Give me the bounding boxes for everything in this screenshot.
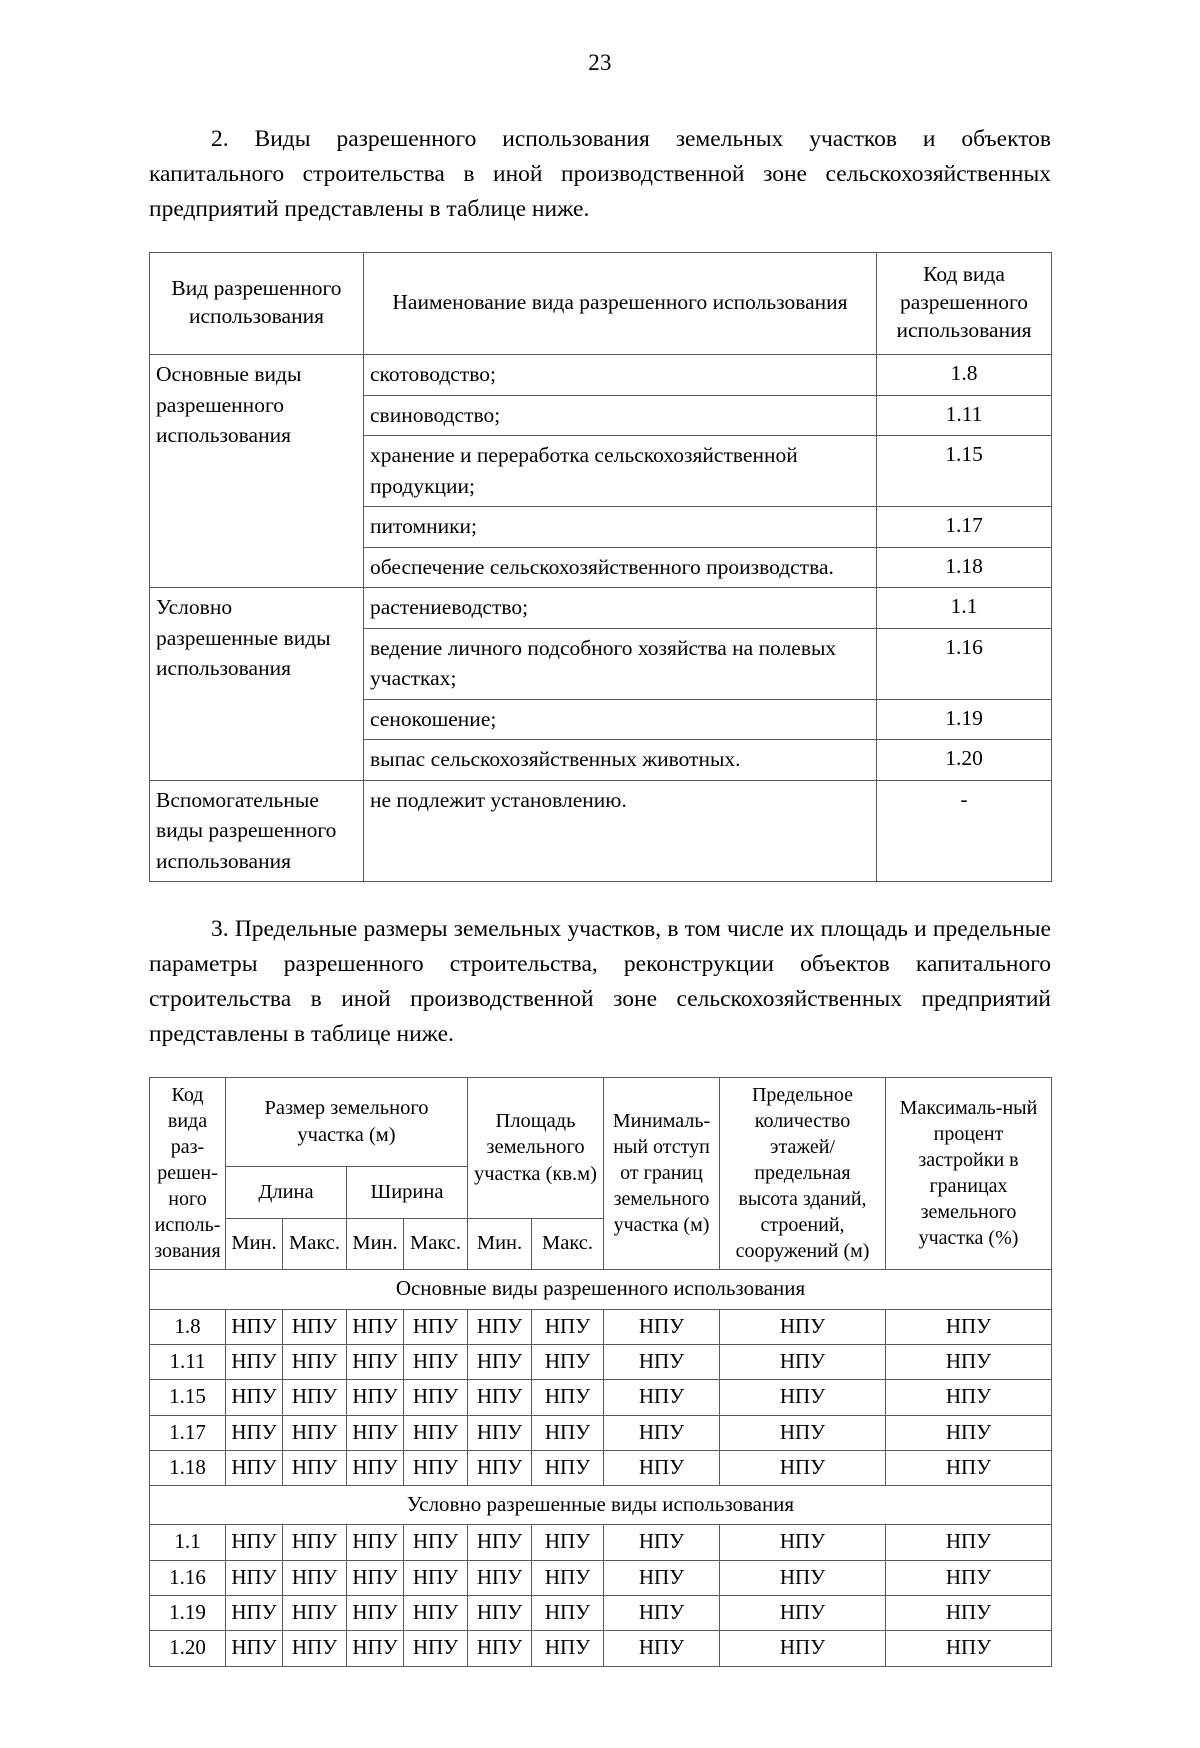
row-code: 1.11 [150,1344,226,1379]
cell-length-max: НПУ [283,1596,347,1631]
table-row [150,588,1052,629]
use-code: 1.1 [877,588,1052,629]
row-code: 1.16 [150,1560,226,1595]
row-code: 1.8 [150,1309,226,1344]
cell-length-max: НПУ [283,1344,347,1379]
table-row [150,1450,1052,1485]
section-title-conditional: Условно разрешенные виды использования [150,1486,1052,1525]
header-use-type: Вид разрешенного использования [150,253,364,355]
use-code: 1.15 [877,436,1052,507]
cell-area-max: НПУ [532,1344,604,1379]
row-code: 1.18 [150,1450,226,1485]
cell-length-min: НПУ [226,1344,283,1379]
cell-length-min: НПУ [226,1380,283,1415]
cell-setback: НПУ [604,1560,720,1595]
row-code: 1.17 [150,1415,226,1450]
table-header [150,1078,1052,1270]
cell-coverage: НПУ [886,1560,1052,1595]
cell-area-min: НПУ [468,1560,532,1595]
cell-width-min: НПУ [347,1560,404,1595]
cell-setback: НПУ [604,1450,720,1485]
table-header-row [150,253,1052,355]
table-row [150,780,1052,882]
cell-length-max: НПУ [283,1380,347,1415]
cell-width-min: НПУ [347,1380,404,1415]
use-code: 1.20 [877,740,1052,781]
use-code: 1.17 [877,507,1052,548]
cell-area-max: НПУ [532,1631,604,1666]
cell-width-min: НПУ [347,1415,404,1450]
cell-coverage: НПУ [886,1525,1052,1560]
table-row [150,355,1052,396]
section-header-row [150,1486,1052,1525]
use-name: выпас сельскохозяйственных животных. [364,740,877,781]
cell-area-max: НПУ [532,1560,604,1595]
cell-length-min: НПУ [226,1309,283,1344]
cell-coverage: НПУ [886,1450,1052,1485]
cell-floors: НПУ [720,1450,886,1485]
group-label-conditional: Условно разрешенные виды использования [150,588,364,781]
cell-width-min: НПУ [347,1450,404,1485]
header-area-min: Мин. [468,1218,532,1270]
row-code: 1.15 [150,1380,226,1415]
cell-length-min: НПУ [226,1415,283,1450]
cell-width-max: НПУ [404,1380,468,1415]
cell-coverage: НПУ [886,1344,1052,1379]
cell-area-min: НПУ [468,1344,532,1379]
header-length: Длина [226,1167,347,1219]
header-area-max: Макс. [532,1218,604,1270]
section-title-main: Основные виды разрешенного использования [150,1270,1052,1309]
cell-length-min: НПУ [226,1525,283,1560]
page-number: 23 [588,50,612,75]
cell-setback: НПУ [604,1309,720,1344]
use-code: 1.8 [877,355,1052,396]
cell-coverage: НПУ [886,1596,1052,1631]
cell-setback: НПУ [604,1525,720,1560]
group-label-main: Основные виды разрешенного использования [150,355,364,588]
header-plot-size: Размер земельного участка (м) [226,1078,468,1167]
table-row [150,1380,1052,1415]
row-code: 1.20 [150,1631,226,1666]
cell-coverage: НПУ [886,1380,1052,1415]
cell-area-max: НПУ [532,1596,604,1631]
cell-width-max: НПУ [404,1344,468,1379]
cell-setback: НПУ [604,1631,720,1666]
header-length-min: Мин. [226,1218,283,1270]
row-code: 1.1 [150,1525,226,1560]
header-use-code: Код вида разрешенного использования [877,253,1052,355]
cell-area-min: НПУ [468,1380,532,1415]
use-code: 1.19 [877,699,1052,740]
paragraph-item-2: 2. Виды разрешенного использования земельных участков и объектов капитального строительства в иной производственной зоне сельскохозяйственных предприятий представлены в таблице ниже. [149,126,1051,222]
cell-setback: НПУ [604,1415,720,1450]
cell-floors: НПУ [720,1596,886,1631]
table-row [150,1560,1052,1595]
cell-width-min: НПУ [347,1596,404,1631]
table-row [150,1344,1052,1379]
cell-floors: НПУ [720,1344,886,1379]
cell-area-min: НПУ [468,1309,532,1344]
use-code: 1.11 [877,395,1052,436]
cell-area-max: НПУ [532,1450,604,1485]
header-width-min: Мин. [347,1218,404,1270]
header-plot-area: Площадь земельного участка (кв.м) [468,1078,604,1218]
table-row [150,1415,1052,1450]
cell-setback: НПУ [604,1380,720,1415]
cell-width-max: НПУ [404,1309,468,1344]
use-name: ведение личного подсобного хозяйства на полевых участках; [364,628,877,699]
limit-parameters-table [149,1077,1052,1666]
cell-width-max: НПУ [404,1450,468,1485]
cell-setback: НПУ [604,1344,720,1379]
header-setback: Минималь-ный отступ от границ земельного участка (м) [604,1078,720,1270]
header-length-max: Макс. [283,1218,347,1270]
cell-floors: НПУ [720,1309,886,1344]
use-name: сенокошение; [364,699,877,740]
header-width: Ширина [347,1167,468,1219]
table-row [150,1309,1052,1344]
cell-length-max: НПУ [283,1525,347,1560]
cell-width-max: НПУ [404,1631,468,1666]
header-code: Код вида раз-решен-ного исполь-зования [150,1078,226,1270]
use-code: 1.18 [877,547,1052,588]
table-body [150,355,1052,882]
cell-setback: НПУ [604,1596,720,1631]
cell-width-max: НПУ [404,1415,468,1450]
cell-width-max: НПУ [404,1560,468,1595]
use-name: обеспечение сельскохозяйственного производства. [364,547,877,588]
cell-length-min: НПУ [226,1631,283,1666]
row-code: 1.19 [150,1596,226,1631]
use-name: скотоводство; [364,355,877,396]
header-width-max: Макс. [404,1218,468,1270]
cell-coverage: НПУ [886,1631,1052,1666]
table-row [150,1631,1052,1666]
cell-coverage: НПУ [886,1309,1052,1344]
cell-length-min: НПУ [226,1450,283,1485]
cell-area-max: НПУ [532,1415,604,1450]
cell-width-min: НПУ [347,1309,404,1344]
table-header [150,253,1052,355]
cell-width-min: НПУ [347,1525,404,1560]
table-row [150,1596,1052,1631]
header-floors-height: Предельное количество этажей/ предельная высота зданий, строений, сооружений (м) [720,1078,886,1270]
cell-length-min: НПУ [226,1596,283,1631]
table-row [150,1525,1052,1560]
section-header-row [150,1270,1052,1309]
use-name: питомники; [364,507,877,548]
cell-width-max: НПУ [404,1596,468,1631]
use-name: хранение и переработка сельскохозяйственной продукции; [364,436,877,507]
cell-floors: НПУ [720,1525,886,1560]
cell-area-min: НПУ [468,1415,532,1450]
cell-floors: НПУ [720,1560,886,1595]
cell-area-min: НПУ [468,1525,532,1560]
paragraph-item-3: 3. Предельные размеры земельных участков, в том числе их площадь и предельные параметры разрешенного строительства, реконструкции объектов капитального строительства в иной производственной зоне сельскохозяйственных предприятий представлены в таблице ниже. [149,916,1051,1047]
document-page [0,50,1200,1748]
cell-length-max: НПУ [283,1415,347,1450]
cell-length-min: НПУ [226,1560,283,1595]
cell-area-min: НПУ [468,1631,532,1666]
group-label-auxiliary: Вспомогательные виды разрешенного использования [150,780,364,882]
cell-area-max: НПУ [532,1380,604,1415]
cell-area-max: НПУ [532,1525,604,1560]
cell-length-max: НПУ [283,1560,347,1595]
cell-area-min: НПУ [468,1596,532,1631]
use-code: 1.16 [877,628,1052,699]
use-name: не подлежит установлению. [364,780,877,882]
cell-area-max: НПУ [532,1309,604,1344]
cell-length-max: НПУ [283,1631,347,1666]
table-body [150,1270,1052,1666]
use-name: свиноводство; [364,395,877,436]
cell-length-max: НПУ [283,1450,347,1485]
table-header-row [150,1078,1052,1167]
header-coverage-percent: Максималь-ный процент застройки в границах земельного участка (%) [886,1078,1052,1270]
document-content [149,122,1051,1667]
permitted-use-types-table [149,252,1052,882]
cell-coverage: НПУ [886,1415,1052,1450]
cell-floors: НПУ [720,1631,886,1666]
use-name: растениеводство; [364,588,877,629]
cell-width-max: НПУ [404,1525,468,1560]
header-use-name: Наименование вида разрешенного использования [364,253,877,355]
cell-length-max: НПУ [283,1309,347,1344]
cell-width-min: НПУ [347,1631,404,1666]
cell-width-min: НПУ [347,1344,404,1379]
cell-floors: НПУ [720,1415,886,1450]
cell-area-min: НПУ [468,1450,532,1485]
cell-floors: НПУ [720,1380,886,1415]
use-code: - [877,780,1052,882]
